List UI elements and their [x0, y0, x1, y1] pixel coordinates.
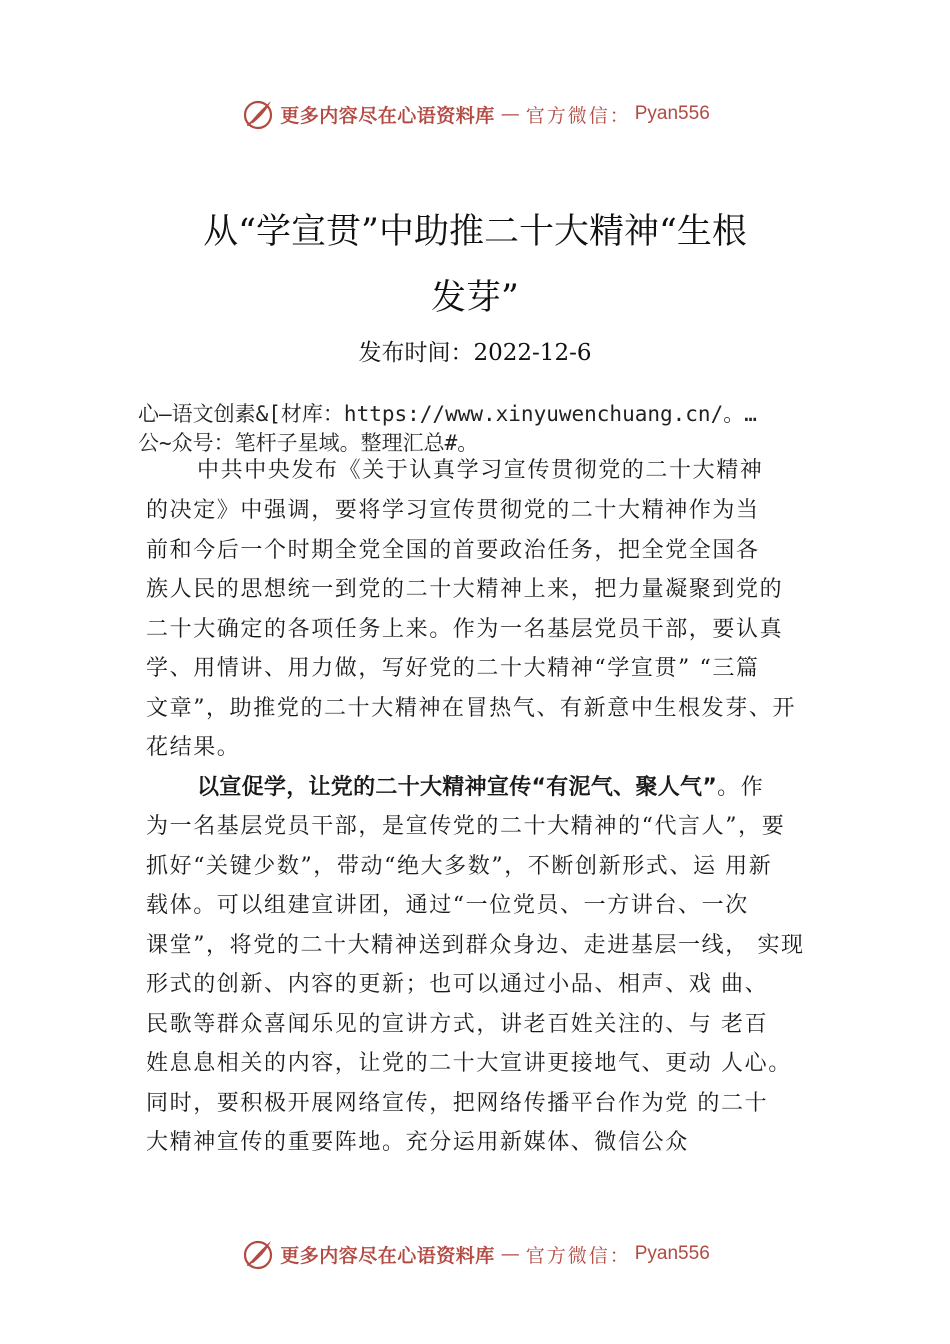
paragraph-2-line: 民歌等群众喜闻乐见的宣讲方式，讲老百姓关注的、与 老百	[146, 1012, 769, 1037]
paragraph-1-line: 学、用情讲、用力做，写好党的二十大精神“学宣贯” “三篇	[146, 656, 760, 681]
banner-brand-text: 更多内容尽在心语资料库	[280, 104, 495, 127]
paragraph-2-line: 大精神宣传的重要阵地。充分运用新媒体、微信公众	[146, 1130, 689, 1155]
document-title-line-1: 从“学宣贯”中助推二十大精神“生根	[203, 212, 747, 252]
paragraph-2-heading: 以宣促学，让党的二十大精神宣传“有泥气、聚人气”	[197, 775, 718, 800]
banner-wechat-label: 官方微信：	[525, 104, 631, 127]
banner-wechat-label: 官方微信：	[525, 1244, 631, 1267]
paragraph-1-line: 二十大确定的各项任务上来。作为一名基层党员干部，要认真	[146, 617, 784, 642]
banner-wechat-id: Pyan556	[634, 1243, 710, 1264]
source-line-2: 公~众号：笔杆子星域。整理汇总#。	[138, 431, 479, 455]
banner-wechat-id: Pyan556	[634, 103, 710, 124]
paragraph-2-line: 抓好“关键少数”，带动“绝大多数”，不断创新形式、运 用新	[146, 854, 773, 879]
document-title-line-2: 发芽”	[431, 278, 519, 318]
paragraph-1-line: 中共中央发布《关于认真学习宣传贯彻党的二十大精神	[197, 458, 764, 483]
banner-dash: —	[500, 103, 520, 125]
paragraph-2-line: 形式的创新、内容的更新；也可以通过小品、相声、戏 曲、	[146, 972, 769, 997]
paragraph-2-line: 姓息息相关的内容，让党的二十大宣讲更接地气、更动 人心。	[146, 1051, 792, 1076]
paragraph-2-line: 课堂”，将党的二十大精神送到群众身边、走进基层一线， 实现	[146, 933, 805, 958]
paragraph-2-first-line	[197, 773, 764, 803]
paragraph-2-line: 同时，要积极开展网络宣传，把网络传播平台作为党 的二十	[146, 1091, 769, 1116]
banner-dash: —	[500, 1243, 520, 1265]
paragraph-1-line: 前和今后一个时期全党全国的首要政治任务，把全党全国各	[146, 538, 760, 563]
footer-watermark-banner	[0, 1234, 950, 1274]
banner-brand-text: 更多内容尽在心语资料库	[280, 1244, 495, 1267]
paragraph-1-line: 族人民的思想统一到党的二十大精神上来，把力量凝聚到党的	[146, 577, 784, 602]
paragraph-1-line: 的决定》中强调，要将学习宣传贯彻党的二十大精神作为当	[146, 498, 760, 523]
publish-date: 发布时间：2022-12-6	[358, 340, 592, 366]
paragraph-1-line: 花结果。	[146, 735, 241, 760]
quill-logo-icon	[240, 96, 276, 132]
source-line-1: 心—语文创素&[材库：https://www.xinyuwenchuang.cn/。…	[138, 402, 757, 426]
paragraph-1-line: 文章”，助推党的二十大精神在冒热气、有新意中生根发芽、开	[146, 696, 797, 721]
paragraph-2-line: 为一名基层党员干部，是宣传党的二十大精神的“代言人”，要	[146, 814, 786, 839]
paragraph-2-line: 载体。可以组建宣讲团，通过“一位党员、一方讲台、一次	[146, 893, 749, 918]
quill-logo-icon	[240, 1236, 276, 1272]
paragraph-2-heading-tail: 。作	[717, 775, 765, 800]
header-watermark-banner	[0, 94, 950, 134]
